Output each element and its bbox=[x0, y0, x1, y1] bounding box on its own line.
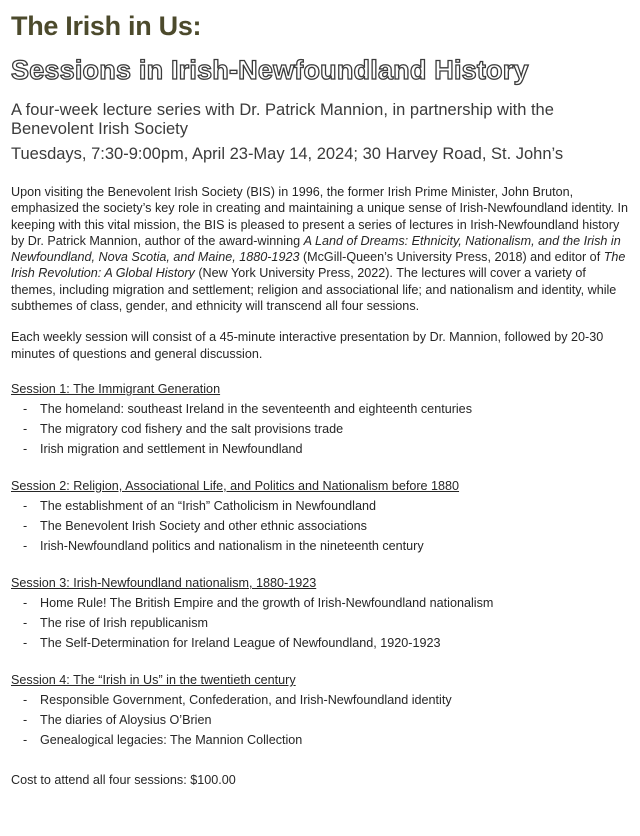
topic-text: The Self-Determination for Ireland League of Newfoundland, 1920-1923 bbox=[40, 635, 441, 650]
list-item bbox=[11, 633, 631, 653]
list-item bbox=[11, 710, 631, 730]
session-heading: Session 2: Religion, Associational Life, and Politics and Nationalism before 1880 bbox=[11, 478, 460, 493]
dash-bullet: - bbox=[23, 692, 28, 707]
schedule-location: Tuesdays, 7:30-9:00pm, April 23-May 14, 2024; 30 Harvey Road, St. John’s bbox=[11, 145, 564, 163]
list-item bbox=[11, 536, 631, 556]
page-title: The Irish in Us: bbox=[11, 11, 202, 41]
dash-bullet: - bbox=[23, 712, 28, 727]
dash-bullet: - bbox=[23, 615, 28, 630]
dash-bullet: - bbox=[23, 421, 28, 436]
session-heading: Session 3: Irish-Newfoundland nationalism, 1880-1923 bbox=[11, 575, 317, 590]
topic-list bbox=[11, 399, 631, 459]
session-4 bbox=[11, 672, 631, 750]
topic-text: The rise of Irish republicanism bbox=[40, 615, 208, 630]
list-item bbox=[11, 516, 631, 536]
book-title-irish-revolution: The Irish Revolution: A Global History bbox=[11, 250, 626, 281]
intro-text-1: Upon visiting the Benevolent Irish Society (BIS) in 1996, the former Irish Prime Minister, John Bruton, emphasized the society’s key role in creating and maintaining a unique sense of Irish-Newfoundland identity. In keeping with this vital mission, the BIS is pleased to present a series of lectures in Irish-Newfoundland history by Dr. Patrick Mannion, author of the award-winning bbox=[11, 185, 628, 248]
intro-text-2: (McGill-Queen’s University Press, 2018) and editor of bbox=[299, 250, 604, 265]
dash-bullet: - bbox=[23, 595, 28, 610]
list-item bbox=[11, 496, 631, 516]
topic-text: The migratory cod fishery and the salt provisions trade bbox=[40, 421, 344, 436]
intro-text-3: (New York University Press, 2022). The lectures will cover a variety of themes, including migration and settlement; religion and associational life; and nationalism and identity, while subthemes of class, gender, and ethnicity will transcend all four sessions. bbox=[11, 266, 617, 314]
topic-text: The establishment of an “Irish” Catholicism in Newfoundland bbox=[40, 498, 376, 513]
format-paragraph: Each weekly session will consist of a 45-minute interactive presentation by Dr. Mannion, followed by 20-30 minutes of questions and general discussion. bbox=[11, 330, 604, 361]
dash-bullet: - bbox=[23, 401, 28, 416]
topic-text: Irish migration and settlement in Newfoundland bbox=[40, 441, 303, 456]
dash-bullet: - bbox=[23, 498, 28, 513]
dash-bullet: - bbox=[23, 732, 28, 747]
list-item bbox=[11, 730, 631, 750]
cost-line: Cost to attend all four sessions: $100.00 bbox=[11, 772, 236, 787]
topic-text: The diaries of Aloysius O’Brien bbox=[40, 712, 212, 727]
topic-text: Home Rule! The British Empire and the growth of Irish-Newfoundland nationalism bbox=[40, 595, 494, 610]
session-1 bbox=[11, 381, 631, 459]
list-item bbox=[11, 399, 631, 419]
list-item bbox=[11, 439, 631, 459]
list-item bbox=[11, 593, 631, 613]
dash-bullet: - bbox=[23, 518, 28, 533]
topic-text: Genealogical legacies: The Mannion Collection bbox=[40, 732, 303, 747]
outline-subtitle: Sessions in Irish-Newfoundland History bbox=[11, 55, 529, 85]
session-heading: Session 1: The Immigrant Generation bbox=[11, 381, 221, 396]
topic-text: The homeland: southeast Ireland in the seventeenth and eighteenth centuries bbox=[40, 401, 472, 416]
topic-list bbox=[11, 593, 631, 653]
list-item bbox=[11, 419, 631, 439]
topic-text: Irish-Newfoundland politics and nationalism in the nineteenth century bbox=[40, 538, 424, 553]
session-2 bbox=[11, 478, 631, 556]
topic-list bbox=[11, 496, 631, 556]
dash-bullet: - bbox=[23, 538, 28, 553]
intro-paragraph bbox=[11, 184, 631, 314]
dash-bullet: - bbox=[23, 441, 28, 456]
sessions-list bbox=[11, 381, 631, 750]
flyer-page bbox=[11, 10, 631, 788]
list-item bbox=[11, 690, 631, 710]
topic-text: The Benevolent Irish Society and other ethnic associations bbox=[40, 518, 367, 533]
topic-list bbox=[11, 690, 631, 750]
series-description: A four-week lecture series with Dr. Patrick Mannion, in partnership with the Benevolent Irish Society bbox=[11, 101, 554, 138]
session-3 bbox=[11, 575, 631, 653]
dash-bullet: - bbox=[23, 635, 28, 650]
topic-text: Responsible Government, Confederation, and Irish-Newfoundland identity bbox=[40, 692, 452, 707]
list-item bbox=[11, 613, 631, 633]
book-title-land-of-dreams: A Land of Dreams: Ethnicity, Nationalism, and the Irish in Newfoundland, Nova Scotia, and Maine, 1880-1923 bbox=[11, 233, 621, 265]
session-heading: Session 4: The “Irish in Us” in the twentieth century bbox=[11, 672, 296, 687]
